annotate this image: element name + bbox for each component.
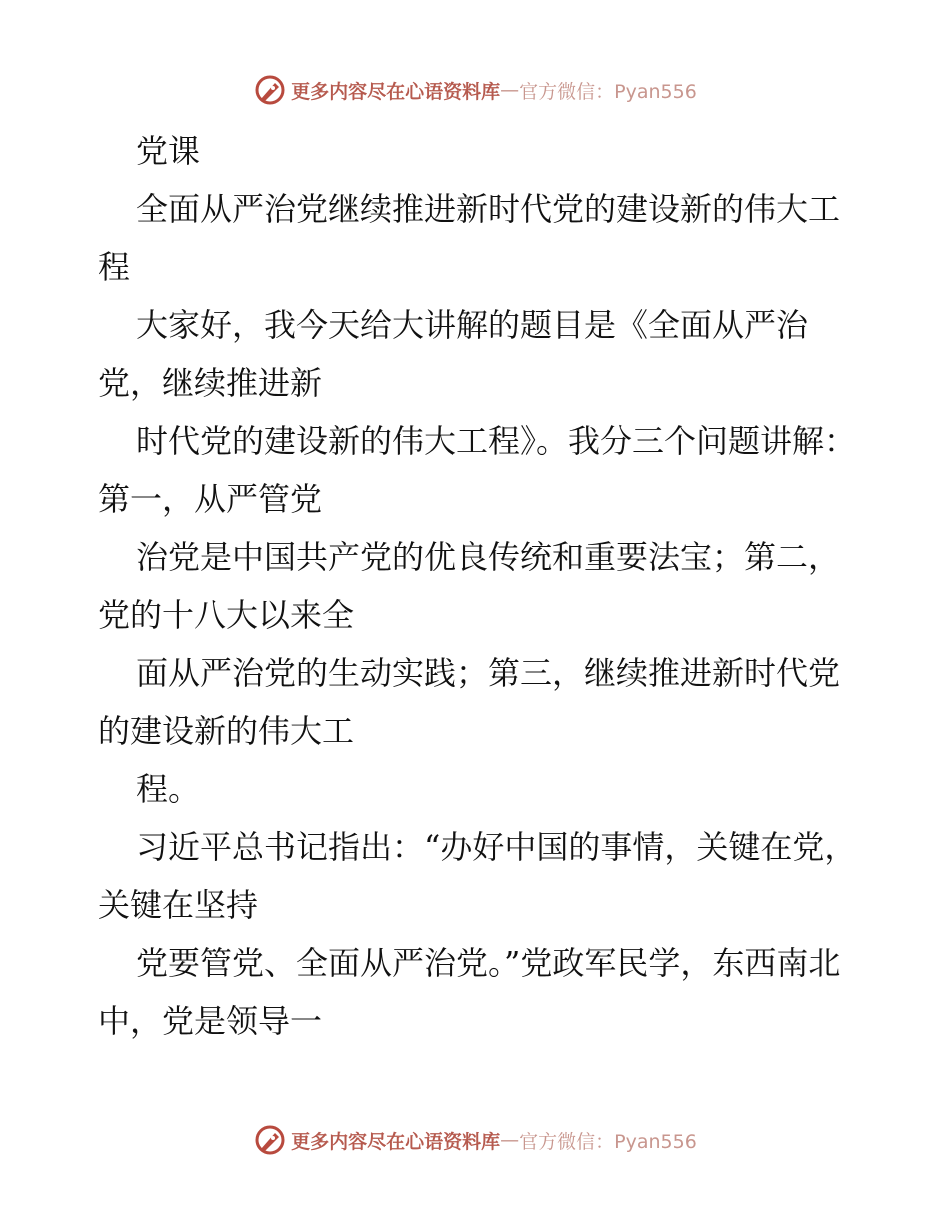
doc-paragraph: 党要管党、全面从严治党。”党政军民学，东西南北中，党是领导一 <box>98 944 841 1040</box>
doc-title: 全面从严治党继续推进新时代党的建设新的伟大工程 <box>98 190 841 286</box>
banner-main-text: 更多内容尽在心语资料库 <box>291 1130 501 1153</box>
banner-suffix-text: 官方微信：Pyan556 <box>519 80 697 103</box>
doc-heading: 党课 <box>136 132 201 170</box>
banner-separator: — <box>500 1129 520 1151</box>
banner-suffix-text: 官方微信：Pyan556 <box>519 1130 697 1153</box>
pen-nib-logo-icon <box>253 73 287 107</box>
doc-paragraph: 面从严治党的生动实践；第三，继续推进新时代党的建设新的伟大工 <box>98 654 841 750</box>
doc-paragraph: 时代党的建设新的伟大工程》。我分三个问题讲解：第一，从严管党 <box>98 422 857 518</box>
banner-separator: — <box>500 79 520 101</box>
header-banner <box>0 70 950 110</box>
footer-banner <box>0 1120 950 1160</box>
pen-nib-logo-icon <box>253 1123 287 1157</box>
doc-paragraph: 治党是中国共产党的优良传统和重要法宝；第二，党的十八大以来全 <box>98 538 841 634</box>
document-body <box>98 122 858 1050</box>
doc-paragraph: 习近平总书记指出：“办好中国的事情，关键在党，关键在坚持 <box>98 828 857 924</box>
doc-paragraph: 大家好，我今天给大讲解的题目是《全面从严治党，继续推进新 <box>98 306 809 402</box>
banner-main-text: 更多内容尽在心语资料库 <box>291 80 501 103</box>
doc-paragraph: 程。 <box>136 770 201 808</box>
